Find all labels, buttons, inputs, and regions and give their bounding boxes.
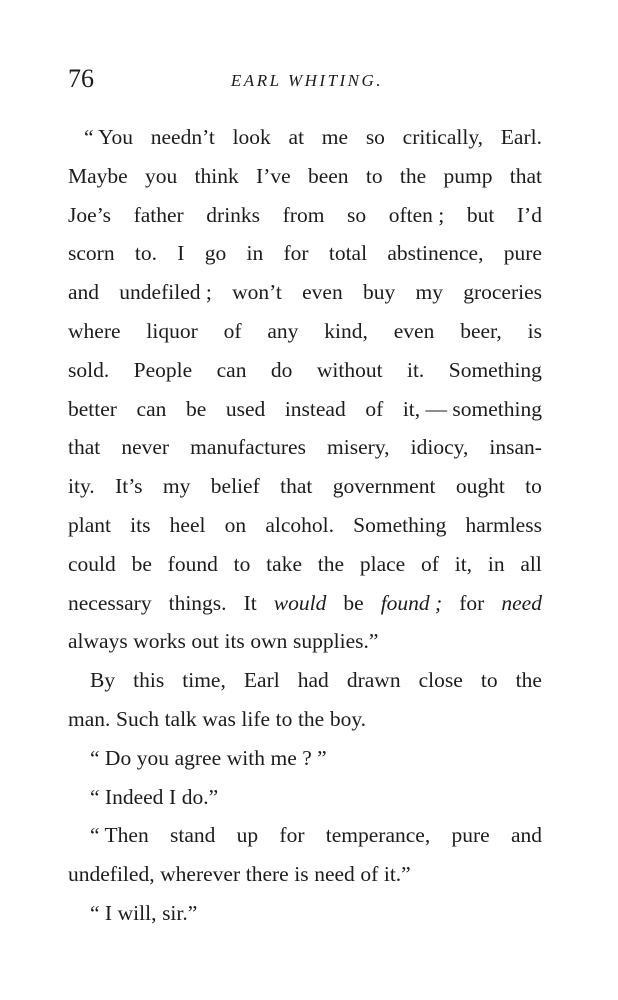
text-line <box>68 661 542 700</box>
word: of <box>223 318 242 343</box>
word: Earl <box>243 668 280 693</box>
word: instead <box>284 396 346 421</box>
word: and <box>68 280 100 305</box>
word: had <box>297 668 329 693</box>
word: harmless <box>465 512 542 537</box>
text-line <box>68 273 542 312</box>
word: “ Do <box>90 745 132 770</box>
word: it, <box>454 551 473 576</box>
word: It’s <box>115 474 143 499</box>
word: scorn <box>68 241 115 266</box>
text-line <box>68 312 542 351</box>
word: but <box>466 202 495 227</box>
word: Earl. <box>500 125 542 149</box>
word: do <box>270 357 293 382</box>
word: my <box>415 280 443 305</box>
word: I’ve <box>256 163 291 188</box>
word: sir.” <box>162 900 198 925</box>
word: the <box>297 706 325 731</box>
word: be <box>131 551 152 576</box>
word: “ You <box>84 125 133 149</box>
word: own <box>250 629 288 654</box>
text-line <box>68 622 542 661</box>
word: pure <box>503 241 542 266</box>
word: would <box>273 590 327 615</box>
running-title: EARL WHITING. <box>230 71 384 90</box>
word: you <box>136 745 170 770</box>
word: for <box>459 590 485 615</box>
word: can <box>216 357 247 382</box>
word: ought <box>455 474 505 499</box>
word: with <box>226 745 265 770</box>
word: undefiled, <box>68 862 155 887</box>
word: liquor <box>146 318 198 343</box>
word: “ Then <box>90 823 149 848</box>
word: Maybe <box>68 163 128 188</box>
word: groceries <box>463 280 542 305</box>
word: won’t <box>232 280 282 305</box>
word: misery, <box>327 435 390 460</box>
word: my <box>162 474 191 499</box>
text-line <box>68 816 542 855</box>
word: from <box>282 202 325 227</box>
word: temperance, <box>325 823 431 848</box>
word: of <box>360 862 379 887</box>
word: without <box>316 357 383 382</box>
word: in <box>246 241 264 266</box>
word: Joe’s <box>68 202 111 227</box>
word: this <box>133 668 165 693</box>
word: even <box>302 280 343 305</box>
word: boy. <box>329 706 367 731</box>
word: was <box>202 706 236 731</box>
word: at <box>288 125 305 149</box>
word: in <box>487 551 505 576</box>
word: can <box>136 396 167 421</box>
word: the <box>317 551 345 576</box>
word: plant <box>68 512 111 537</box>
word: Such <box>115 706 159 731</box>
word: is <box>294 862 309 887</box>
word: for <box>283 241 309 266</box>
word: “ I <box>90 900 113 925</box>
text-line <box>68 351 542 390</box>
word: to <box>365 163 383 188</box>
word: stand <box>169 823 216 848</box>
word: heel <box>169 512 206 537</box>
word: need <box>501 590 542 615</box>
word: to <box>275 706 293 731</box>
word: its <box>130 512 151 537</box>
word: supplies.” <box>293 629 379 654</box>
word: of <box>365 396 384 421</box>
word: me <box>321 125 349 149</box>
word: talk <box>164 706 197 731</box>
word: you <box>145 163 178 188</box>
word: that <box>280 474 313 499</box>
word: I’d <box>516 202 542 227</box>
word: where <box>68 318 121 343</box>
text-line <box>68 157 542 196</box>
word: think <box>194 163 239 188</box>
word: man. <box>68 706 111 731</box>
word: I <box>169 784 177 809</box>
word: total <box>328 241 368 266</box>
word: so <box>347 202 367 227</box>
word: belief <box>210 474 260 499</box>
word: buy <box>362 280 396 305</box>
word: People <box>133 357 193 382</box>
word: critically, <box>402 125 484 149</box>
word: sold. <box>68 357 110 382</box>
word: is <box>527 318 542 343</box>
word: used <box>225 396 266 421</box>
word: be <box>343 590 364 615</box>
word: pure <box>451 823 490 848</box>
word: of <box>421 551 439 576</box>
word: up <box>236 823 259 848</box>
word: wherever <box>160 862 241 887</box>
word: undefiled ; <box>119 280 212 305</box>
word: any <box>267 318 299 343</box>
word: life <box>241 706 271 731</box>
word: to <box>233 551 251 576</box>
page-header <box>68 62 546 98</box>
word: agree <box>174 745 222 770</box>
word: never <box>121 435 170 460</box>
word: all <box>520 551 542 576</box>
word: go <box>204 241 227 266</box>
word: do.” <box>181 784 219 809</box>
word: so <box>365 125 385 149</box>
word: father <box>133 202 184 227</box>
text-line <box>68 739 542 778</box>
text-line <box>68 545 542 584</box>
word: works <box>133 629 186 654</box>
word: beer, <box>460 318 502 343</box>
word: need <box>314 862 355 887</box>
word: alcohol. <box>265 512 334 537</box>
word: me ? ” <box>270 745 327 770</box>
word: to. <box>134 241 157 266</box>
page-number: 76 <box>68 64 94 93</box>
word: Something <box>448 357 542 382</box>
text-line <box>68 234 542 273</box>
word: on <box>224 512 247 537</box>
word: found <box>167 551 218 576</box>
word: government <box>332 474 436 499</box>
text-line <box>68 428 542 467</box>
word: kind, <box>324 318 368 343</box>
word: it. <box>406 357 425 382</box>
word: take <box>266 551 302 576</box>
word: the <box>515 668 542 693</box>
word: will, <box>117 900 157 925</box>
word: pump <box>443 163 493 188</box>
text-line <box>68 584 542 623</box>
word: and <box>510 823 542 848</box>
text-line <box>68 894 542 933</box>
text-line <box>68 196 542 235</box>
word: it, — something <box>402 396 542 421</box>
word: been <box>307 163 349 188</box>
word: manufactures <box>190 435 306 460</box>
body-text <box>68 118 542 933</box>
word: to <box>525 474 542 499</box>
word: for <box>279 823 305 848</box>
word: better <box>68 396 117 421</box>
text-line <box>68 467 542 506</box>
word: “ Indeed <box>90 784 164 809</box>
word: time, <box>182 668 226 693</box>
word: that <box>68 435 101 460</box>
word: found ; <box>380 590 443 615</box>
word: drawn <box>346 668 401 693</box>
word: always <box>68 629 128 654</box>
word: its <box>224 629 245 654</box>
word: even <box>393 318 435 343</box>
word: often ; <box>388 202 445 227</box>
word: abstinence, <box>387 241 484 266</box>
word: look <box>232 125 271 149</box>
word: By <box>90 668 116 693</box>
word: close <box>418 668 463 693</box>
word: insan- <box>489 435 542 460</box>
word: idiocy, <box>410 435 469 460</box>
word: that <box>509 163 542 188</box>
text-line <box>68 700 542 739</box>
word: out <box>191 629 219 654</box>
word: drinks <box>206 202 261 227</box>
word: place <box>359 551 406 576</box>
text-line <box>68 855 542 894</box>
word: things. <box>168 590 227 615</box>
text-line <box>68 390 542 429</box>
word: It <box>243 590 257 615</box>
word: it.” <box>383 862 411 887</box>
word: ity. <box>68 474 95 499</box>
word: could <box>68 551 116 576</box>
word: to <box>480 668 498 693</box>
word: necessary <box>68 590 152 615</box>
word: there <box>245 862 289 887</box>
text-line <box>68 506 542 545</box>
word: the <box>399 163 427 188</box>
word: needn’t <box>150 125 215 149</box>
word: Something <box>353 512 447 537</box>
word: I <box>177 241 185 266</box>
text-line <box>68 778 542 817</box>
text-line <box>68 118 542 157</box>
word: be <box>185 396 207 421</box>
